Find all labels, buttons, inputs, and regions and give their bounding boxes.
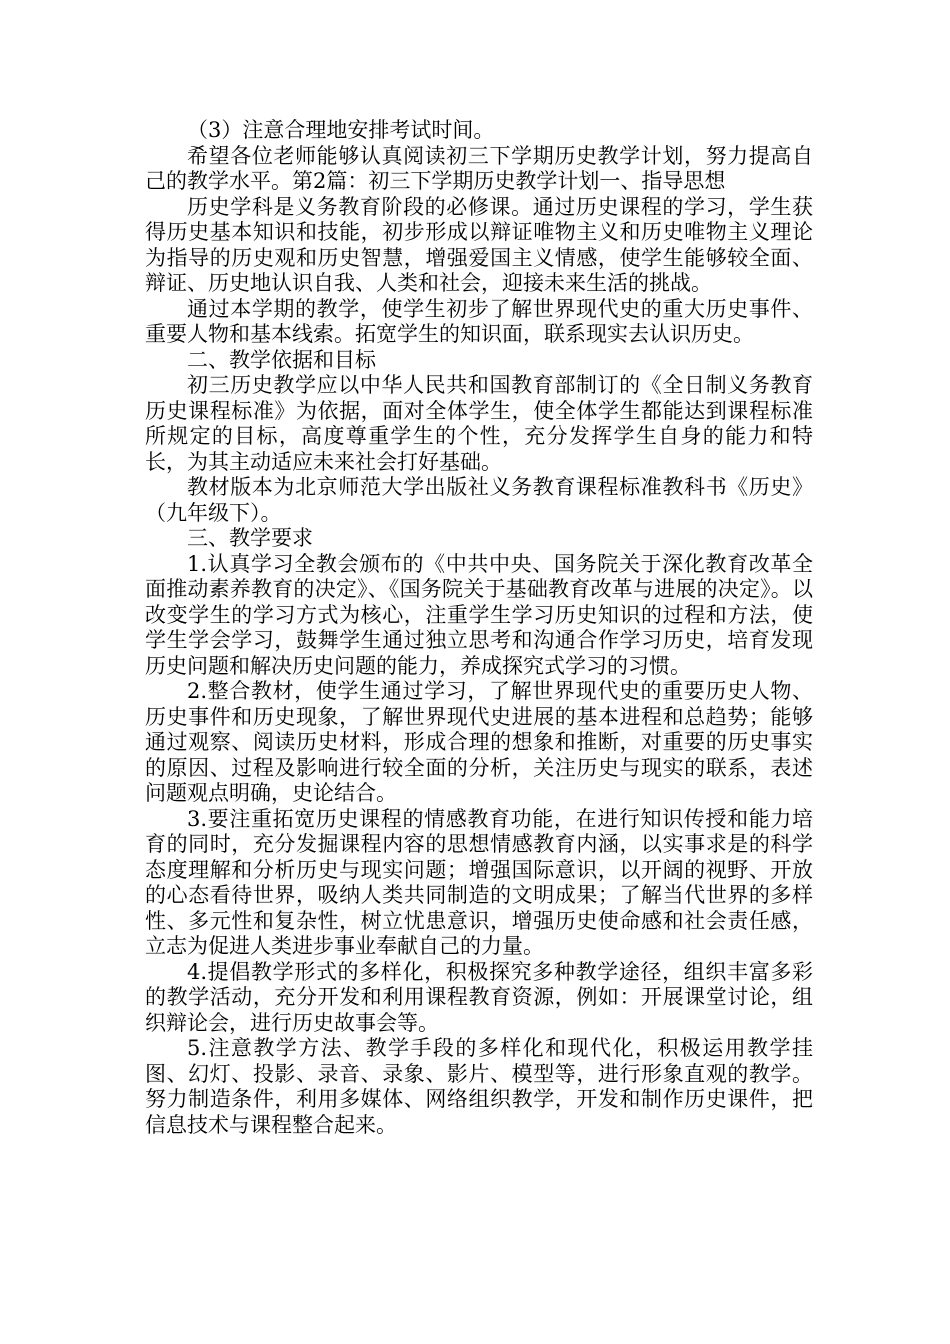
requirement-item-3: 3.要注重拓宽历史课程的情感教育功能，在进行知识传授和能力培育的同时，充分发掘课程内容的思想情感教育内涵，以实事求是的科学态度理解和分析历史与现实问题；增强国际意识，以开阔的视野、开放的心态看待世界，吸纳人类共同制造的文明成果；了解当代世界的多样性、多元性和复杂性，树立忧患意识，增强历史使命感和社会责任感，立志为促进人类进步事业奉献自己的力量。 — [145, 806, 813, 958]
paragraph-closing-and-part2-title: 希望各位老师能够认真阅读初三下学期历史教学计划，努力提高自己的教学水平。第2篇：初三下学期历史教学计划一、指导思想 — [145, 143, 813, 193]
paragraph-subject-purpose: 历史学科是义务教育阶段的必修课。通过历史课程的学习，学生获得历史基本知识和技能，初步形成以辩证唯物主义和历史唯物主义理论为指导的历史观和历史智慧，增强爱国主义情感，使学生能够较全面、辩证、历史地认识自我、人类和社会，迎接未来生活的挑战。 — [145, 194, 813, 295]
document-page — [145, 118, 813, 1138]
paragraph-exam-time: （3）注意合理地安排考试时间。 — [187, 118, 495, 142]
paragraph-semester-goal: 通过本学期的教学，使学生初步了解世界现代史的重大历史事件、重要人物和基本线索。拓宽学生的知识面，联系现实去认识历史。 — [145, 296, 813, 346]
paragraph-textbook-edition: 教材版本为北京师范大学出版社义务教育课程标准教科书《历史》（九年级下）。 — [145, 475, 813, 525]
requirement-item-5: 5.注意教学方法、教学手段的多样化和现代化，积极运用教学挂图、幻灯、投影、录音、录象、影片、模型等，进行形象直观的教学。努力制造条件，利用多媒体、网络组织教学，开发和制作历史课件，把信息技术与课程整合起来。 — [145, 1036, 813, 1137]
requirement-item-2: 2.整合教材，使学生通过学习，了解世界现代史的重要历史人物、历史事件和历史现象，了解世界现代史进展的基本进程和总趋势；能够通过观察、阅读历史材料，形成合理的想象和推断，对重要的历史事实的原因、过程及影响进行较全面的分析，关注历史与现实的联系，表述问题观点明确，史论结合。 — [145, 679, 813, 805]
section-heading-requirements: 三、教学要求 — [187, 526, 313, 550]
requirement-item-4: 4.提倡教学形式的多样化，积极探究多种教学途径，组织丰富多彩的教学活动，充分开发和利用课程教育资源，例如：开展课堂讨论，组织辩论会，进行历史故事会等。 — [145, 959, 813, 1035]
paragraph-curriculum-standard: 初三历史教学应以中华人民共和国教育部制订的《全日制义务教育历史课程标准》为依据，面对全体学生，使全体学生都能达到课程标准所规定的目标，高度尊重学生的个性，充分发挥学生自身的能力和特长，为其主动适应未来社会打好基础。 — [145, 373, 813, 474]
section-heading-basis-and-goals: 二、教学依据和目标 — [187, 347, 376, 372]
requirement-item-1: 1.认真学习全教会颁布的《中共中央、国务院关于深化教育改革全面推动素养教育的决定》、《国务院关于基础教育改革与进展的决定》。以改变学生的学习方式为核心，注重学生学习历史知识的过程和方法，使学生学会学习，鼓舞学生通过独立思考和沟通合作学习历史，培育发现历史问题和解决历史问题的能力，养成探究式学习的习惯。 — [145, 551, 813, 678]
